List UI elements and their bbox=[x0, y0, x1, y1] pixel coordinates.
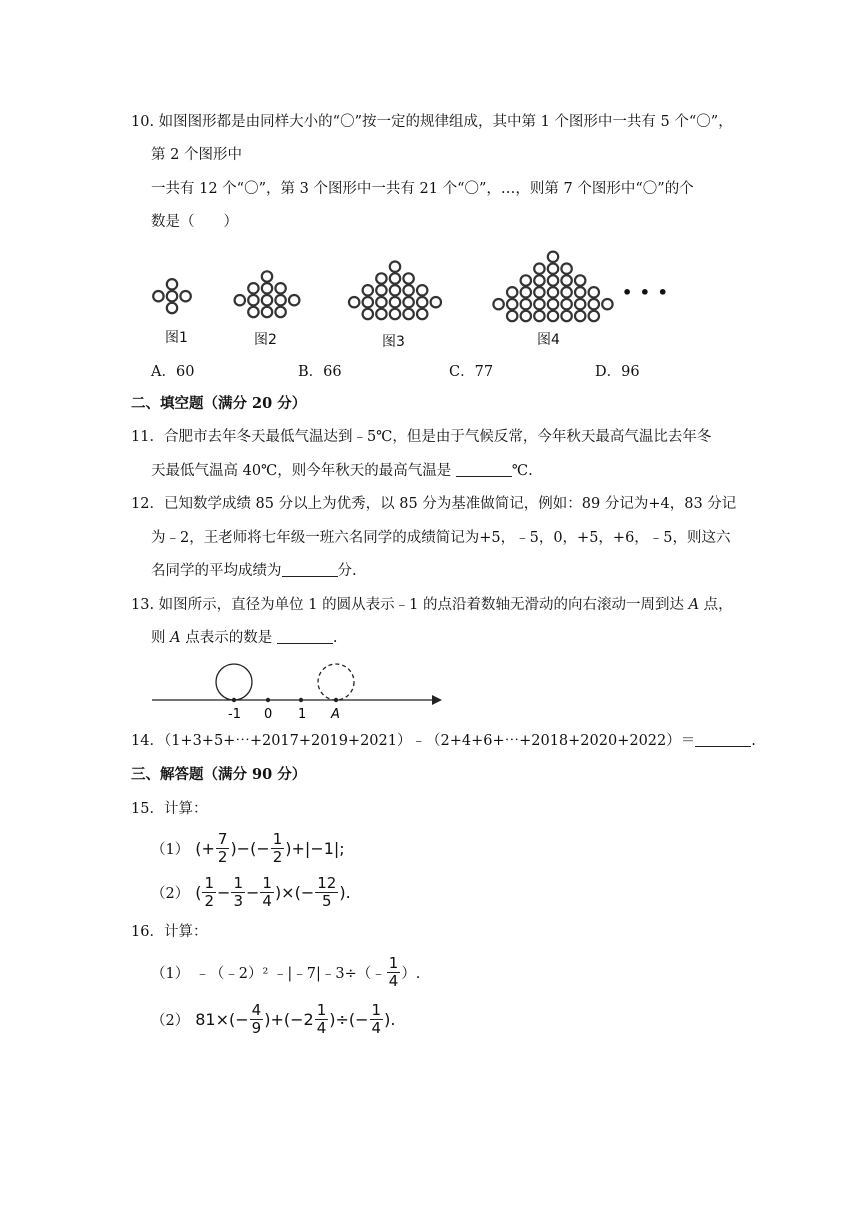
figure-label-2: 图2 bbox=[254, 332, 277, 348]
pattern-circle bbox=[548, 252, 558, 262]
pattern-circle bbox=[575, 275, 585, 285]
pattern-circle bbox=[589, 287, 599, 297]
pattern-circle bbox=[589, 311, 599, 321]
point-1 bbox=[299, 698, 303, 702]
pattern-circle bbox=[589, 299, 599, 309]
q11-line2: 天最低气温高 40℃，则今年秋天的最高气温是 ℃. bbox=[151, 463, 533, 479]
pattern-circle bbox=[575, 311, 585, 321]
point-neg1 bbox=[232, 698, 236, 702]
pattern-circle bbox=[403, 309, 413, 319]
pattern-circle bbox=[534, 287, 544, 297]
label-a: A bbox=[331, 707, 340, 722]
pattern-circle bbox=[561, 299, 571, 309]
pattern-circle bbox=[507, 299, 517, 309]
pattern-circle bbox=[180, 291, 190, 301]
pattern-circle bbox=[521, 299, 531, 309]
q15-part2: （2） ( $\frac{1}{2}$ − $\frac{1}{3}$ − $\frac{1}{4}$ )×(− $\frac{12}{5}$ ). bbox=[151, 873, 351, 910]
pattern-circle bbox=[403, 297, 413, 307]
axis-arrow bbox=[432, 695, 442, 705]
pattern-circle bbox=[534, 299, 544, 309]
pattern-circle bbox=[431, 297, 441, 307]
pattern-circle bbox=[507, 311, 517, 321]
option-d: D．96 bbox=[595, 364, 640, 380]
pattern-circle bbox=[376, 285, 386, 295]
pattern-circle bbox=[262, 307, 272, 317]
q16-title: 16．计算： bbox=[131, 924, 208, 940]
pattern-circle bbox=[390, 285, 400, 295]
answer-blank bbox=[695, 732, 751, 747]
q10-circle-figures bbox=[0, 235, 860, 355]
figure-label-3: 图3 bbox=[382, 334, 405, 350]
answer-blank bbox=[282, 562, 338, 577]
pattern-circle bbox=[153, 291, 163, 301]
pattern-circle bbox=[390, 273, 400, 283]
pattern-circle bbox=[390, 297, 400, 307]
pattern-circle bbox=[376, 273, 386, 283]
q16-part1: （1） ﹣（﹣2）² ﹣|﹣7|﹣3÷（﹣ $\frac{1}{4}$ ）. bbox=[151, 953, 421, 990]
q16-part2: （2） 81×(− $\frac{4}{9}$ )+(−2 $\frac{1}{4}$ )÷(− $\frac{1}{4}$ ). bbox=[151, 1000, 396, 1037]
pattern-circle bbox=[521, 287, 531, 297]
pattern-circle bbox=[507, 287, 517, 297]
q10-line4: 数是（ ） bbox=[151, 214, 238, 230]
pattern-circle bbox=[390, 309, 400, 319]
option-a: A．60 bbox=[151, 364, 195, 380]
pattern-circle bbox=[417, 297, 427, 307]
pattern-circle bbox=[349, 297, 359, 307]
pattern-circle bbox=[363, 297, 373, 307]
pattern-circle bbox=[363, 309, 373, 319]
pattern-circle bbox=[262, 283, 272, 293]
pattern-circle bbox=[417, 285, 427, 295]
pattern-circle bbox=[390, 262, 400, 272]
pattern-circle bbox=[262, 295, 272, 305]
pattern-circle bbox=[275, 307, 285, 317]
section2-heading: 二、填空题（满分 20 分） bbox=[131, 395, 307, 412]
pattern-circle bbox=[248, 283, 258, 293]
answer-blank bbox=[277, 629, 333, 644]
pattern-circle bbox=[262, 271, 272, 281]
label-0: 0 bbox=[264, 707, 273, 722]
figure-label-1: 图1 bbox=[165, 330, 188, 346]
dashed-circle bbox=[318, 664, 354, 700]
pattern-circle bbox=[575, 299, 585, 309]
q13-line1: 13. 如图所示，直径为单位 1 的圆从表示﹣1 的点沿着数轴无滑动的向右滚动一周到达 A 点， bbox=[131, 597, 733, 613]
pattern-circle bbox=[403, 273, 413, 283]
q12-line2: 为﹣2，王老师将七年级一班六名同学的成绩简记为+5，﹣5，0，+5，+6，﹣5，则这六 bbox=[151, 530, 731, 546]
q13-line2: 则 A 点表示的数是 . bbox=[151, 630, 338, 646]
number-line-figure bbox=[148, 656, 468, 726]
pattern-circle bbox=[548, 264, 558, 274]
pattern-circle bbox=[561, 264, 571, 274]
point-a bbox=[334, 698, 338, 702]
pattern-circle bbox=[363, 285, 373, 295]
pattern-circle bbox=[521, 311, 531, 321]
solid-circle bbox=[216, 664, 252, 700]
q12-line1: 12．已知数学成绩 85 分以上为优秀，以 85 分为基准做简记，例如：89 分记为+4，83 分记 bbox=[131, 496, 737, 512]
q15-title: 15．计算： bbox=[131, 801, 208, 817]
pattern-circle bbox=[417, 309, 427, 319]
pattern-circle bbox=[167, 291, 177, 301]
pattern-circle bbox=[275, 283, 285, 293]
pattern-circle bbox=[561, 275, 571, 285]
q10-line1: 10. 如图图形都是由同样大小的“〇”按一定的规律组成，其中第 1 个图形中一共有 5 个“〇”， bbox=[131, 114, 733, 130]
q15-part1: （1） (+ $\frac{7}{2}$ )−(− $\frac{1}{2}$ )+|−1|; bbox=[151, 829, 345, 866]
pattern-circle bbox=[167, 279, 177, 289]
q14-line: 14．（1+3+5+⋯+2017+2019+2021）﹣（2+4+6+⋯+2018+2020+2022）＝ . bbox=[131, 733, 756, 749]
q11-line1: 11．合肥市去年冬天最低气温达到﹣5℃，但是由于气候反常，今年秋天最高气温比去年冬 bbox=[131, 429, 712, 445]
figure-label-4: 图4 bbox=[537, 332, 560, 348]
label-neg1: -1 bbox=[228, 707, 241, 722]
answer-blank bbox=[456, 462, 512, 477]
pattern-circle bbox=[548, 299, 558, 309]
pattern-circle bbox=[275, 295, 285, 305]
q10-line3: 一共有 12 个“〇”，第 3 个图形中一共有 21 个“〇”，…，则第 7 个图形中“〇”的个 bbox=[151, 181, 694, 197]
pattern-circle bbox=[235, 295, 245, 305]
pattern-circle bbox=[403, 285, 413, 295]
pattern-circle bbox=[561, 287, 571, 297]
ellipsis-dots: • • • bbox=[622, 283, 669, 302]
pattern-circle bbox=[534, 275, 544, 285]
pattern-circle bbox=[534, 311, 544, 321]
pattern-circle bbox=[167, 303, 177, 313]
pattern-circle bbox=[575, 287, 585, 297]
section3-heading: 三、解答题（满分 90 分） bbox=[131, 766, 307, 783]
label-1: 1 bbox=[298, 707, 307, 722]
point-0 bbox=[266, 698, 270, 702]
option-b: B．66 bbox=[298, 364, 342, 380]
pattern-circle bbox=[521, 275, 531, 285]
q12-line3: 名同学的平均成绩为 分. bbox=[151, 563, 357, 579]
pattern-circle bbox=[602, 299, 612, 309]
pattern-circle bbox=[376, 309, 386, 319]
pattern-circle bbox=[248, 307, 258, 317]
q10-line2: 第 2 个图形中 bbox=[151, 147, 242, 163]
pattern-circle bbox=[248, 295, 258, 305]
pattern-circle bbox=[534, 264, 544, 274]
option-c: C．77 bbox=[449, 364, 494, 380]
pattern-circle bbox=[493, 299, 503, 309]
pattern-circle bbox=[289, 295, 299, 305]
pattern-circle bbox=[376, 297, 386, 307]
pattern-circle bbox=[548, 287, 558, 297]
pattern-circle bbox=[561, 311, 571, 321]
pattern-circle bbox=[548, 311, 558, 321]
pattern-circle bbox=[548, 275, 558, 285]
